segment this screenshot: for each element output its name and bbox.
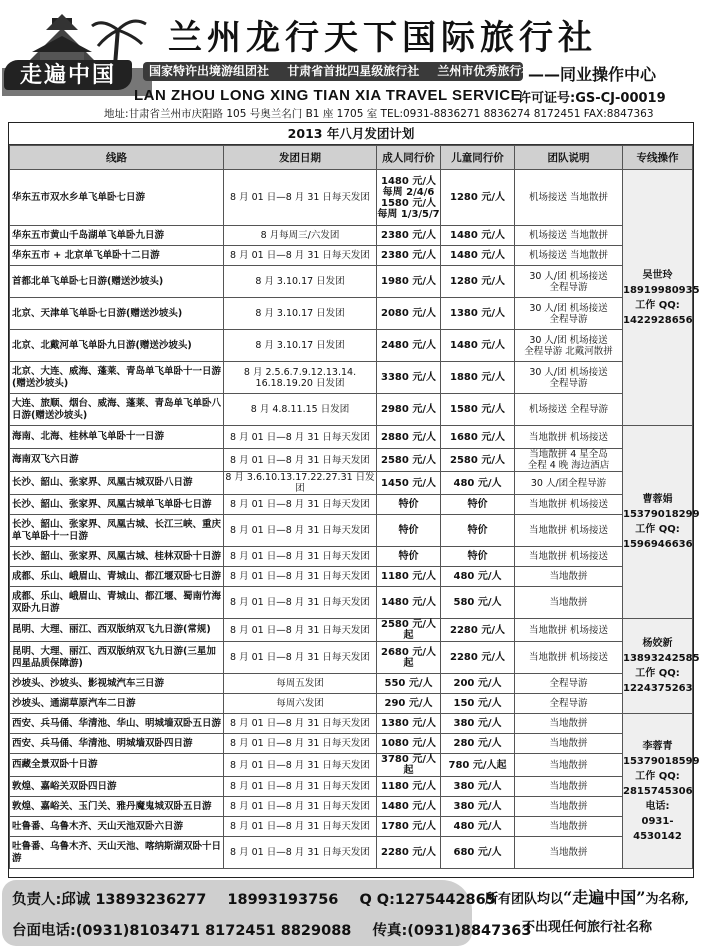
tour-table bbox=[9, 145, 700, 869]
adult-price-cell: 2680 元/人起 bbox=[377, 642, 441, 674]
child-price-cell: 380 元/人 bbox=[441, 777, 515, 797]
adult-price-cell: 特价 bbox=[377, 547, 441, 567]
date-cell: 8 月 3.6.10.13.17.22.27.31 日发团 bbox=[225, 472, 375, 494]
desk-phone: 台面电话:(0931)8103471 8172451 8829088 bbox=[12, 923, 352, 939]
child-price-cell: 380 元/人 bbox=[441, 797, 515, 817]
qualification-bar bbox=[143, 62, 534, 81]
table-caption: 2013 年八月发团计划 bbox=[9, 123, 693, 145]
child-price-cell: 1280 元/人 bbox=[441, 266, 515, 298]
note-cell: 机场接送 当地散拼 bbox=[515, 226, 623, 246]
route-cell: 北京、北戴河单飞单卧九日游(赠送沙坡头) bbox=[10, 330, 224, 362]
route-cell: 沙坡头、沙坡头、影视城汽车三日游 bbox=[10, 674, 224, 694]
child-price-cell: 特价 bbox=[441, 495, 515, 515]
date-cell: 8 月 3.10.17 日发团 bbox=[224, 266, 377, 298]
table-row bbox=[10, 515, 693, 547]
date-cell: 每周五发团 bbox=[224, 674, 377, 694]
route-cell: 海南双飞六日游 bbox=[10, 449, 224, 472]
contact-cell: 吴世玲 18919980935 工作 QQ: 1422928656 bbox=[623, 170, 693, 426]
adult-price-cell: 特价 bbox=[377, 515, 441, 547]
child-price-cell: 1480 元/人 bbox=[441, 330, 515, 362]
route-cell: 吐鲁番、乌鲁木齐、天山天池双卧六日游 bbox=[10, 817, 224, 837]
col-header-notes: 团队说明 bbox=[515, 146, 623, 170]
table-row bbox=[10, 714, 693, 734]
child-price-cell: 480 元/人 bbox=[441, 817, 515, 837]
route-cell: 长沙、韶山、张家界、凤凰古城双卧八日游 bbox=[10, 472, 224, 495]
table-row bbox=[10, 330, 693, 362]
adult-price-cell: 特价 bbox=[377, 495, 441, 515]
note-cell: 当地散拼 机场接送 bbox=[515, 426, 623, 449]
adult-price-cell: 1480 元/人 bbox=[377, 587, 441, 619]
date-cell: 每周六发团 bbox=[224, 694, 377, 714]
child-price-cell: 480 元/人 bbox=[441, 567, 515, 587]
adult-price-cell: 3780 元/人起 bbox=[377, 754, 441, 777]
date-cell: 8 月 01 日—8 月 31 日每天发团 bbox=[224, 837, 377, 869]
route-cell: 昆明、大理、丽江、西双版纳双飞九日游(三星加四星品质保障游) bbox=[10, 642, 224, 674]
route-cell: 敦煌、嘉峪关、玉门关、雅丹魔鬼城双卧五日游 bbox=[10, 797, 224, 817]
date-cell: 8 月 01 日—8 月 31 日每天发团 bbox=[224, 817, 377, 837]
table-row bbox=[10, 734, 693, 754]
qualification-item: 国家特许出境游组团社 bbox=[149, 64, 270, 78]
adult-price-cell: 1480 元/人 每周 2/4/6 1580 元/人 每周 1/3/5/7 bbox=[377, 170, 441, 226]
child-price-cell: 1380 元/人 bbox=[441, 298, 515, 330]
fax-number: 传真:(0931)8847363 bbox=[372, 923, 532, 939]
child-price-cell: 380 元/人 bbox=[441, 714, 515, 734]
notice-brand: “走遍中国” bbox=[563, 888, 646, 907]
table-row bbox=[10, 797, 693, 817]
date-cell: 8 月 3.10.17 日发团 bbox=[224, 330, 377, 362]
date-cell: 8 月 01 日—8 月 31 日每天发团 bbox=[224, 449, 377, 472]
child-price-cell: 2580 元/人 bbox=[441, 449, 515, 472]
table-row bbox=[10, 226, 693, 246]
date-cell: 8 月 01 日—8 月 31 日每天发团 bbox=[224, 567, 377, 587]
footer bbox=[0, 878, 701, 948]
route-cell: 成都、乐山、峨眉山、青城山、都江堰、蜀南竹海双卧九日游 bbox=[10, 587, 224, 619]
adult-price-cell: 2880 元/人 bbox=[377, 426, 441, 449]
route-cell: 北京、大连、威海、蓬莱、青岛单飞单卧十一日游(赠送沙坡头) bbox=[10, 362, 224, 394]
route-cell: 昆明、大理、丽江、西双版纳双飞九日游(常规) bbox=[10, 619, 224, 642]
route-cell: 华东五市双水乡单飞单卧七日游 bbox=[10, 170, 224, 226]
table-row bbox=[10, 619, 693, 642]
phone-line bbox=[12, 919, 532, 940]
child-price-cell: 480 元/人 bbox=[441, 472, 515, 495]
child-price-cell: 680 元/人 bbox=[441, 837, 515, 869]
header bbox=[0, 0, 701, 120]
adult-price-cell: 2580 元/人起 bbox=[377, 619, 441, 642]
table-row bbox=[10, 674, 693, 694]
child-price-cell: 1880 元/人 bbox=[441, 362, 515, 394]
date-cell: 8 月 01 日—8 月 31 日每天发团 bbox=[224, 734, 377, 754]
notice-line-1: 所有团队均以“走遍中国”为名称, bbox=[485, 888, 689, 907]
route-cell: 西安、兵马俑、华清池、华山、明城墙双卧五日游 bbox=[10, 714, 224, 734]
department-label: ——同业操作中心 bbox=[528, 65, 657, 84]
adult-price-cell: 1180 元/人 bbox=[377, 567, 441, 587]
date-cell: 8 月 01 日—8 月 31 日每天发团 bbox=[224, 777, 377, 797]
adult-price-cell: 2380 元/人 bbox=[377, 246, 441, 266]
route-cell: 敦煌、嘉峪关双卧四日游 bbox=[10, 777, 224, 797]
notice-line-2: 不出现任何旅行社名称 bbox=[521, 920, 652, 935]
table-row bbox=[10, 266, 693, 298]
date-cell: 8 月 01 日—8 月 31 日每天发团 bbox=[224, 547, 377, 567]
route-cell: 华东五市 + 北京单飞单卧十二日游 bbox=[10, 246, 224, 266]
child-price-cell: 200 元/人 bbox=[441, 674, 515, 694]
table-row bbox=[10, 472, 693, 495]
date-cell: 8 月 01 日—8 月 31 日每天发团 bbox=[224, 619, 377, 642]
note-cell: 机场接送 当地散拼 bbox=[515, 246, 623, 266]
note-cell: 当地散拼 bbox=[515, 754, 623, 777]
route-cell: 沙坡头、通湖草原汽车二日游 bbox=[10, 694, 224, 714]
col-header-adult-price: 成人同行价 bbox=[377, 146, 441, 170]
adult-price-cell: 1080 元/人 bbox=[377, 734, 441, 754]
note-cell: 当地散拼 bbox=[515, 714, 623, 734]
adult-price-cell: 1480 元/人 bbox=[377, 797, 441, 817]
table-row bbox=[10, 449, 693, 472]
table-row bbox=[10, 837, 693, 869]
adult-price-cell: 2080 元/人 bbox=[377, 298, 441, 330]
adult-price-cell: 290 元/人 bbox=[377, 694, 441, 714]
note-cell: 机场接送 当地散拼 bbox=[515, 170, 623, 226]
date-cell: 8 月 01 日—8 月 31 日每天发团 bbox=[224, 714, 377, 734]
note-cell: 当地散拼 4 星全岛 全程 4 晚 海边酒店 bbox=[515, 449, 623, 472]
date-cell: 8 月 01 日—8 月 31 日每天发团 bbox=[224, 246, 377, 266]
date-cell: 8 月 01 日—8 月 31 日每天发团 bbox=[224, 587, 377, 619]
route-cell: 吐鲁番、乌鲁木齐、天山天池、喀纳斯湖双卧十日游 bbox=[10, 837, 224, 869]
adult-price-cell: 1450 元/人 bbox=[377, 472, 441, 495]
date-cell: 8 月 3.10.17 日发团 bbox=[224, 298, 377, 330]
manager-line bbox=[12, 888, 496, 909]
child-price-cell: 280 元/人 bbox=[441, 734, 515, 754]
child-price-cell: 特价 bbox=[441, 547, 515, 567]
adult-price-cell: 2380 元/人 bbox=[377, 226, 441, 246]
table-row bbox=[10, 394, 693, 426]
address-line: 地址:甘肃省兰州市庆阳路 105 号奥兰名门 B1 座 1705 室 TEL:0931-8836271 8836274 8172451 FAX:8847363 bbox=[104, 108, 654, 120]
brand-notice bbox=[476, 884, 698, 942]
adult-price-cell: 1780 元/人 bbox=[377, 817, 441, 837]
route-cell: 长沙、韶山、张家界、凤凰古城、桂林双卧十日游 bbox=[10, 547, 224, 567]
date-cell: 8 月 01 日—8 月 31 日每天发团 bbox=[224, 426, 377, 449]
date-cell: 8 月 01 日—8 月 31 日每天发团 bbox=[224, 170, 377, 226]
manager-qq: Q Q:1275442865 bbox=[359, 892, 496, 908]
note-cell: 当地散拼 机场接送 bbox=[515, 547, 623, 567]
note-cell: 30 人/团 机场接送 全程导游 北戴河散拼 bbox=[515, 330, 623, 362]
route-cell: 长沙、韶山、张家界、凤凰古城单飞单卧七日游 bbox=[10, 495, 224, 515]
note-cell: 当地散拼 bbox=[515, 837, 623, 869]
col-header-date: 发团日期 bbox=[224, 146, 377, 170]
contact-panel bbox=[2, 880, 532, 946]
adult-price-cell: 550 元/人 bbox=[377, 674, 441, 694]
table-row bbox=[10, 642, 693, 674]
date-cell: 8 月 01 日—8 月 31 日每天发团 bbox=[224, 797, 377, 817]
table-row bbox=[10, 495, 693, 515]
qualification-item: 兰州市优秀旅行社 bbox=[437, 64, 534, 78]
table-row bbox=[10, 362, 693, 394]
agency-title: 兰州龙行天下国际旅行社 bbox=[168, 18, 597, 58]
table-row bbox=[10, 777, 693, 797]
note-cell: 当地散拼 bbox=[515, 567, 623, 587]
date-cell: 8 月每周三/六发团 bbox=[224, 226, 377, 246]
adult-price-cell: 2580 元/人 bbox=[377, 449, 441, 472]
route-cell: 西安、兵马俑、华清池、明城墙双卧四日游 bbox=[10, 734, 224, 754]
qualification-item: 甘肃省首批四星级旅行社 bbox=[287, 64, 420, 78]
route-cell: 海南、北海、桂林单飞单卧十一日游 bbox=[10, 426, 224, 449]
table-row bbox=[10, 587, 693, 619]
date-cell: 8 月 01 日—8 月 31 日每天发团 bbox=[224, 495, 377, 515]
adult-price-cell: 3380 元/人 bbox=[377, 362, 441, 394]
manager-contact: 负责人:邱诚 13893236277 bbox=[12, 892, 207, 908]
child-price-cell: 2280 元/人 bbox=[441, 642, 515, 674]
note-cell: 30 人/团 机场接送 全程导游 bbox=[515, 266, 623, 298]
note-cell: 当地散拼 机场接送 bbox=[515, 495, 623, 515]
adult-price-cell: 2280 元/人 bbox=[377, 837, 441, 869]
col-header-child-price: 儿童同行价 bbox=[441, 146, 515, 170]
table-header-row bbox=[10, 146, 693, 170]
note-cell: 当地散拼 bbox=[515, 777, 623, 797]
note-cell: 当地散拼 bbox=[515, 734, 623, 754]
child-price-cell: 1680 元/人 bbox=[441, 426, 515, 449]
contact-cell: 杨姣新 13893242585 工作 QQ: 1224375263 bbox=[623, 619, 693, 714]
route-cell: 西藏全景双卧十日游 bbox=[10, 754, 224, 777]
contact-cell: 曹蓉娟 15379018299 工作 QQ: 1596946636 bbox=[623, 426, 693, 619]
child-price-cell: 1480 元/人 bbox=[441, 226, 515, 246]
child-price-cell: 特价 bbox=[441, 515, 515, 547]
date-cell: 8 月 01 日—8 月 31 日每天发团 bbox=[224, 642, 377, 674]
brand-logo: 走遍中国 bbox=[4, 60, 132, 90]
english-name: LAN ZHOU LONG XING TIAN XIA TRAVEL SERVICE bbox=[134, 87, 522, 104]
note-cell: 当地散拼 机场接送 bbox=[515, 515, 623, 547]
note-cell: 当地散拼 bbox=[515, 587, 623, 619]
child-price-cell: 580 元/人 bbox=[441, 587, 515, 619]
table-row bbox=[10, 567, 693, 587]
note-cell: 机场接送 全程导游 bbox=[515, 394, 623, 426]
route-cell: 成都、乐山、峨眉山、青城山、都江堰双卧七日游 bbox=[10, 567, 224, 587]
table-row bbox=[10, 170, 693, 226]
note-cell: 当地散拼 机场接送 bbox=[515, 619, 623, 642]
date-cell: 8 月 01 日—8 月 31 日每天发团 bbox=[224, 754, 377, 777]
adult-price-cell: 2480 元/人 bbox=[377, 330, 441, 362]
note-cell: 30 人/团 机场接送 全程导游 bbox=[515, 298, 623, 330]
adult-price-cell: 2980 元/人 bbox=[377, 394, 441, 426]
table-row bbox=[10, 817, 693, 837]
note-cell: 30 人/团 机场接送 全程导游 bbox=[515, 362, 623, 394]
table-row bbox=[10, 426, 693, 449]
adult-price-cell: 1380 元/人 bbox=[377, 714, 441, 734]
table-row bbox=[10, 246, 693, 266]
child-price-cell: 1480 元/人 bbox=[441, 246, 515, 266]
route-cell: 长沙、韶山、张家界、凤凰古城、长江三峡、重庆单飞单卧十一日游 bbox=[10, 515, 224, 547]
table-row bbox=[10, 547, 693, 567]
table-row bbox=[10, 754, 693, 777]
child-price-cell: 1280 元/人 bbox=[441, 170, 515, 226]
col-header-contact: 专线操作 bbox=[623, 146, 693, 170]
tour-schedule bbox=[8, 122, 700, 878]
table-row bbox=[10, 694, 693, 714]
date-cell: 8 月 4.8.11.15 日发团 bbox=[224, 394, 377, 426]
child-price-cell: 2280 元/人 bbox=[441, 619, 515, 642]
adult-price-cell: 1980 元/人 bbox=[377, 266, 441, 298]
child-price-cell: 1580 元/人 bbox=[441, 394, 515, 426]
license-number: 许可证号:GS-CJ-00019 bbox=[518, 91, 666, 106]
note-cell: 全程导游 bbox=[515, 694, 623, 714]
note-cell: 当地散拼 bbox=[515, 817, 623, 837]
route-cell: 北京、天津单飞单卧七日游(赠送沙坡头) bbox=[10, 298, 224, 330]
note-cell: 全程导游 bbox=[515, 674, 623, 694]
tour-table-body bbox=[10, 170, 700, 869]
col-header-route: 线路 bbox=[10, 146, 224, 170]
date-cell: 8 月 01 日—8 月 31 日每天发团 bbox=[224, 515, 377, 547]
child-price-cell: 780 元/人起 bbox=[441, 754, 515, 777]
manager-mobile: 18993193756 bbox=[227, 892, 339, 908]
route-cell: 大连、旅顺、烟台、威海、蓬莱、青岛单飞单卧八日游(赠送沙坡头) bbox=[10, 394, 224, 426]
route-cell: 华东五市黄山千岛湖单飞单卧九日游 bbox=[10, 226, 224, 246]
table-row bbox=[10, 298, 693, 330]
adult-price-cell: 1180 元/人 bbox=[377, 777, 441, 797]
date-cell: 8 月 2.5.6.7.9.12.13.14. 16.18.19.20 日发团 bbox=[224, 362, 377, 394]
contact-cell: 李蓉青 15379018599 工作 QQ: 2815745306 电话: 0931-4530142 bbox=[623, 714, 693, 869]
child-price-cell: 150 元/人 bbox=[441, 694, 515, 714]
note-cell: 30 人/团全程导游 bbox=[515, 472, 623, 495]
route-cell: 首都北单飞单卧七日游(赠送沙坡头) bbox=[10, 266, 224, 298]
note-cell: 当地散拼 bbox=[515, 797, 623, 817]
note-cell: 当地散拼 机场接送 bbox=[515, 642, 623, 674]
